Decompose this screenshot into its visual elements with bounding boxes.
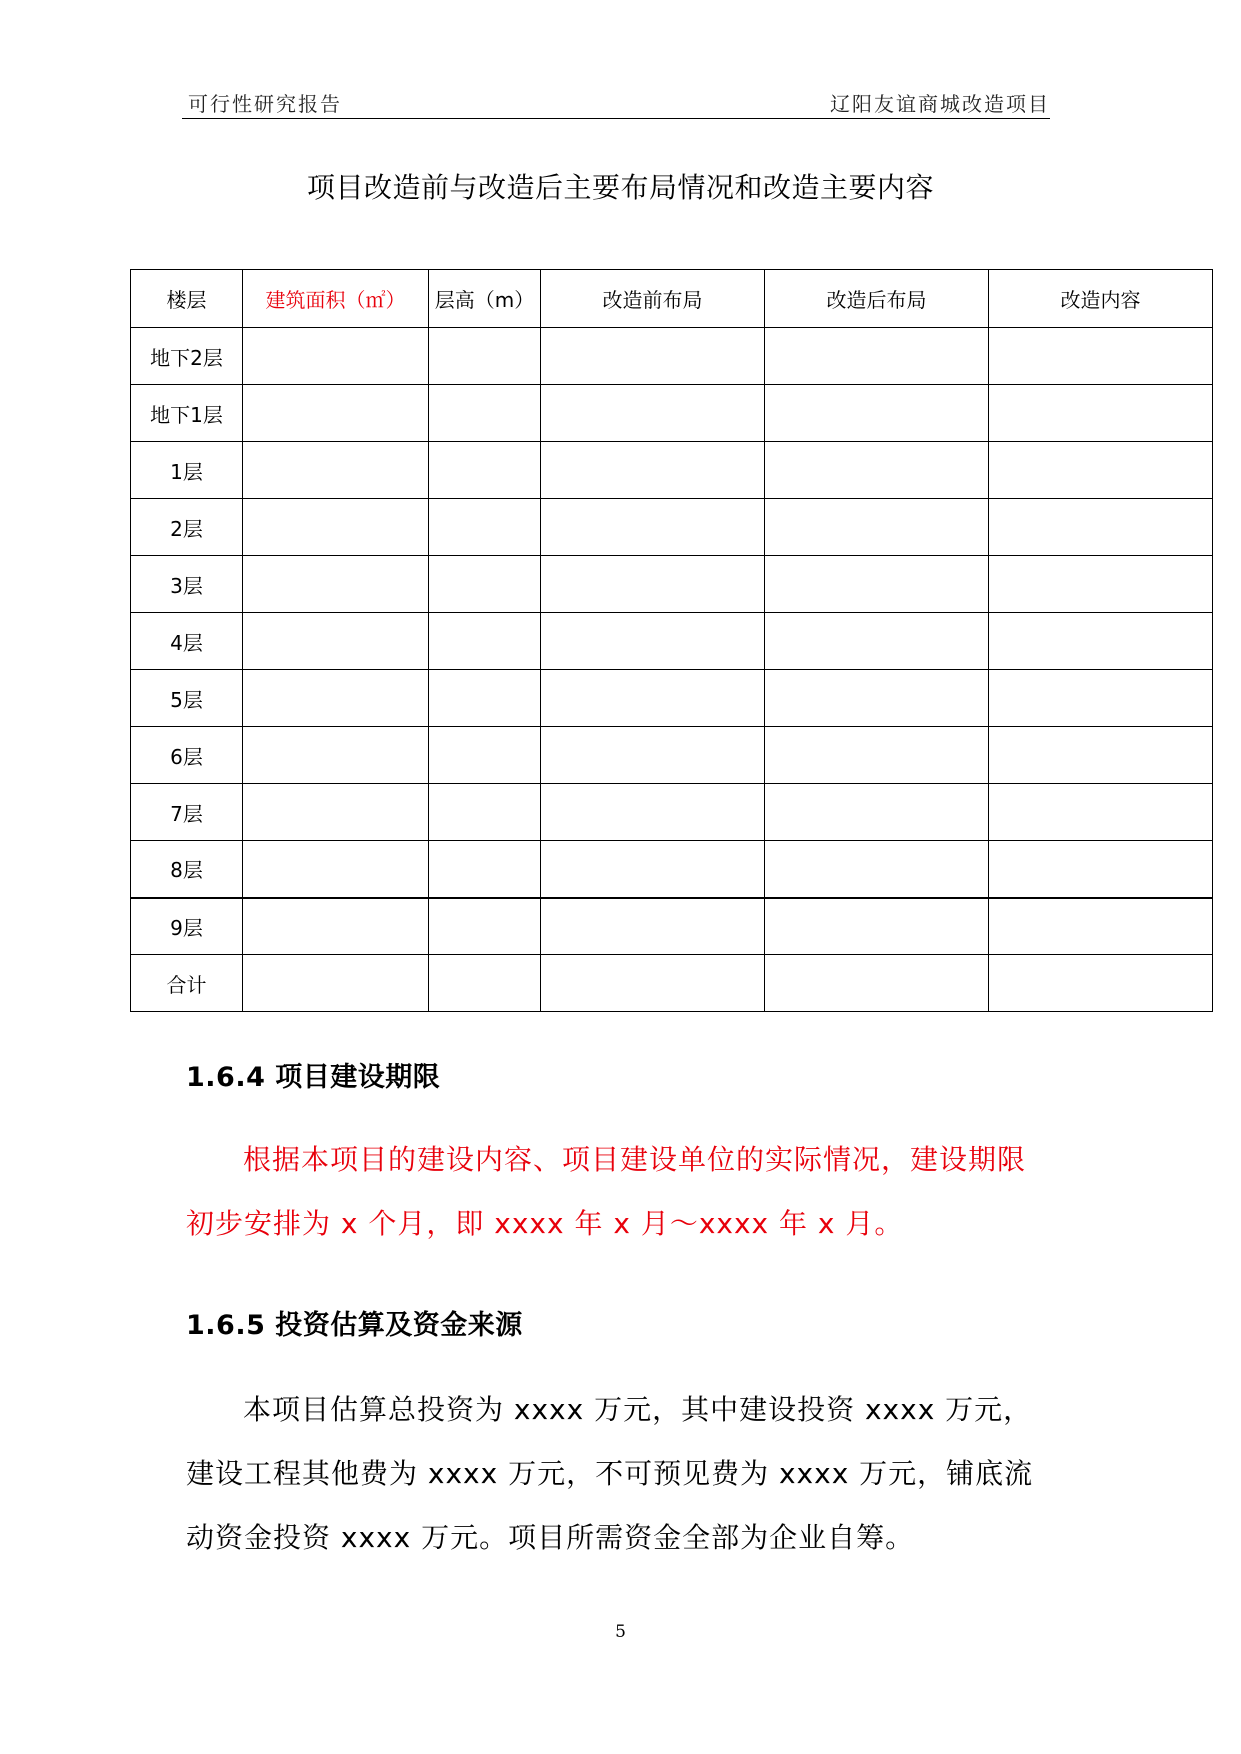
table-total-row (131, 955, 1213, 1012)
content-cell (989, 727, 1213, 784)
table-row (131, 727, 1213, 784)
content-cell (989, 670, 1213, 727)
content-cell (989, 385, 1213, 442)
after-layout-cell (765, 955, 989, 1012)
content-cell (989, 328, 1213, 385)
floor-label: 8层 (131, 841, 243, 898)
table-row (131, 328, 1213, 385)
col-header-floor: 楼层 (131, 270, 243, 328)
area-cell (243, 499, 429, 556)
floor-label: 1层 (131, 442, 243, 499)
before-layout-cell (541, 328, 765, 385)
area-cell (243, 556, 429, 613)
floor-label: 7层 (131, 784, 243, 841)
page-number: 5 (615, 1622, 626, 1642)
after-layout-cell (765, 328, 989, 385)
total-label: 合计 (131, 955, 243, 1012)
col-header-before-layout: 改造前布局 (541, 270, 765, 328)
area-cell (243, 898, 429, 955)
content-cell (989, 442, 1213, 499)
after-layout-cell (765, 727, 989, 784)
header-left-text: 可行性研究报告 (188, 92, 342, 116)
floor-label: 地下1层 (131, 385, 243, 442)
after-layout-cell (765, 670, 989, 727)
table-row (131, 784, 1213, 841)
col-header-renovation-content: 改造内容 (989, 270, 1213, 328)
after-layout-cell (765, 442, 989, 499)
investment-paragraph: 本项目估算总投资为 xxxx 万元，其中建设投资 xxxx 万元，建设工程其他费为 xxxx 万元，不可预见费为 xxxx 万元，铺底流动资金投资 xxxx 万元。项目所需资金全部为企业自筹。 (186, 1393, 1034, 1554)
after-layout-cell (765, 556, 989, 613)
col-header-after-layout: 改造后布局 (765, 270, 989, 328)
content-cell (989, 556, 1213, 613)
before-layout-cell (541, 841, 765, 898)
before-layout-cell (541, 955, 765, 1012)
header-right-text: 辽阳友谊商城改造项目 (830, 92, 1050, 116)
before-layout-cell (541, 385, 765, 442)
height-cell (429, 499, 541, 556)
height-cell (429, 898, 541, 955)
after-layout-cell (765, 385, 989, 442)
area-cell (243, 955, 429, 1012)
content-cell (989, 613, 1213, 670)
before-layout-cell (541, 670, 765, 727)
area-cell (243, 727, 429, 784)
table-row (131, 556, 1213, 613)
table-row (131, 613, 1213, 670)
before-layout-cell (541, 727, 765, 784)
area-cell (243, 670, 429, 727)
table-row (131, 670, 1213, 727)
table-row (131, 385, 1213, 442)
construction-period-paragraph: 根据本项目的建设内容、项目建设单位的实际情况，建设期限初步安排为 x 个月，即 xxxx 年 x 月～xxxx 年 x 月。 (186, 1143, 1027, 1240)
before-layout-cell (541, 442, 765, 499)
floor-label: 6层 (131, 727, 243, 784)
height-cell (429, 442, 541, 499)
section-heading-construction-period: 1.6.4 项目建设期限 (186, 1062, 441, 1093)
before-layout-cell (541, 613, 765, 670)
content-cell (989, 784, 1213, 841)
content-cell (989, 499, 1213, 556)
col-header-height: 层高（m） (429, 270, 541, 328)
before-layout-cell (541, 499, 765, 556)
area-cell (243, 328, 429, 385)
floor-label: 地下2层 (131, 328, 243, 385)
area-cell (243, 784, 429, 841)
section-heading-investment: 1.6.5 投资估算及资金来源 (186, 1310, 523, 1341)
height-cell (429, 784, 541, 841)
area-cell (243, 841, 429, 898)
floor-layout-table (130, 269, 1213, 1012)
content-cell (989, 898, 1213, 955)
table-row (131, 841, 1213, 898)
height-cell (429, 385, 541, 442)
height-cell (429, 841, 541, 898)
page-title: 项目改造前与改造后主要布局情况和改造主要内容 (306, 171, 934, 204)
after-layout-cell (765, 841, 989, 898)
area-cell (243, 613, 429, 670)
height-cell (429, 613, 541, 670)
before-layout-cell (541, 556, 765, 613)
table-row (131, 898, 1213, 955)
floor-label: 9层 (131, 898, 243, 955)
table-row (131, 442, 1213, 499)
content-cell (989, 841, 1213, 898)
after-layout-cell (765, 898, 989, 955)
floor-label: 4层 (131, 613, 243, 670)
height-cell (429, 727, 541, 784)
height-cell (429, 556, 541, 613)
after-layout-cell (765, 613, 989, 670)
height-cell (429, 328, 541, 385)
header-divider (182, 118, 1050, 119)
table-header-row (131, 270, 1213, 328)
floor-label: 2层 (131, 499, 243, 556)
height-cell (429, 955, 541, 1012)
table-row (131, 499, 1213, 556)
area-cell (243, 442, 429, 499)
col-header-area: 建筑面积（㎡） (243, 270, 429, 328)
floor-label: 5层 (131, 670, 243, 727)
area-cell (243, 385, 429, 442)
before-layout-cell (541, 898, 765, 955)
content-cell (989, 955, 1213, 1012)
floor-label: 3层 (131, 556, 243, 613)
height-cell (429, 670, 541, 727)
after-layout-cell (765, 499, 989, 556)
before-layout-cell (541, 784, 765, 841)
after-layout-cell (765, 784, 989, 841)
